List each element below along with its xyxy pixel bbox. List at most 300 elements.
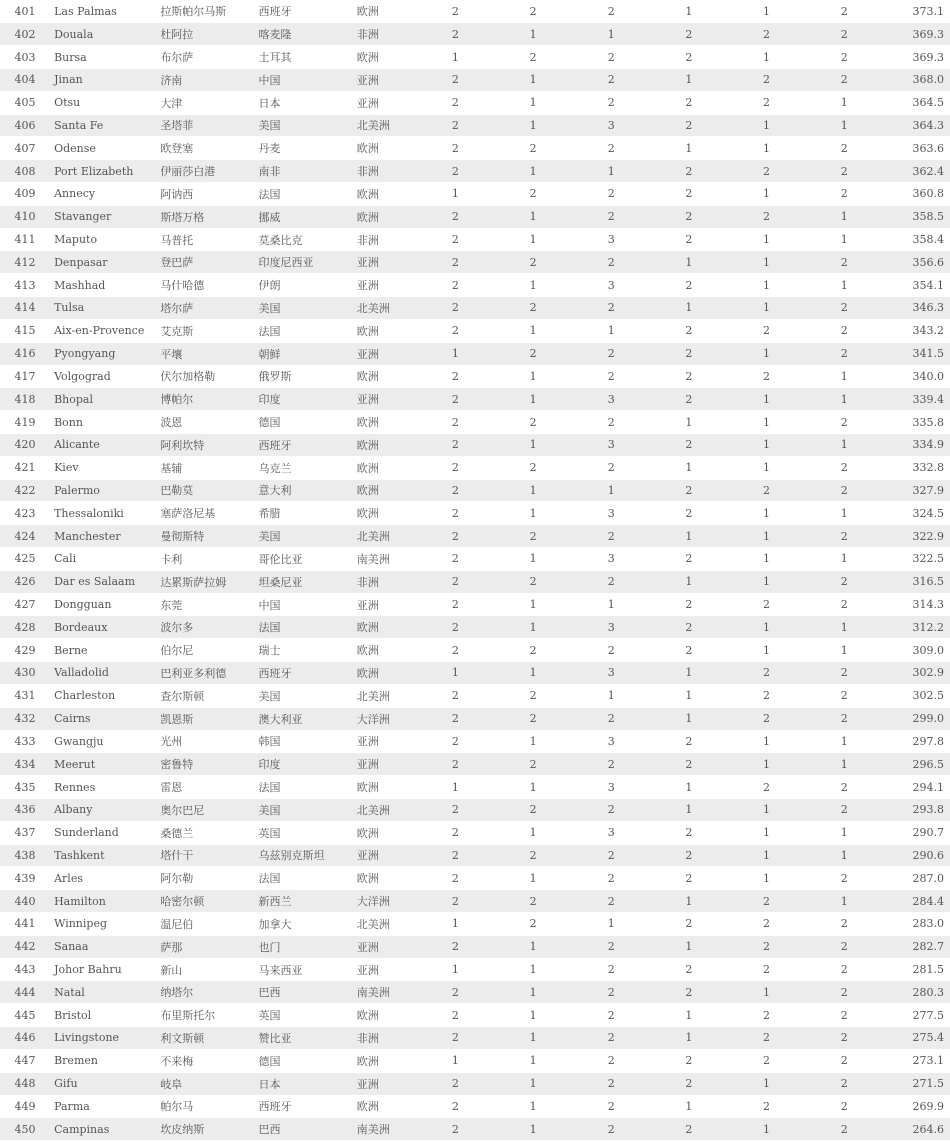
indicator-cell: 1 [727,251,805,274]
city-chinese-name: 哈密尔顿 [158,890,256,913]
city-chinese-name: 伏尔加格勒 [158,365,256,388]
score-cell: 339.4 [883,388,950,411]
indicator-cell: 2 [806,662,883,685]
indicator-cell: 2 [572,753,650,776]
country-cell: 澳大利亚 [257,707,355,730]
score-cell: 369.3 [883,23,950,46]
score-cell: 280.3 [883,981,950,1004]
indicator-cell: 3 [572,388,650,411]
city-english-name: Volgograd [50,365,158,388]
indicator-cell: 2 [417,570,494,593]
indicator-cell: 2 [494,251,572,274]
score-cell: 364.3 [883,114,950,137]
table-row [0,319,950,342]
country-cell: 法国 [257,776,355,799]
rank-cell: 422 [0,479,50,502]
indicator-cell: 2 [494,890,572,913]
rank-cell: 433 [0,730,50,753]
indicator-cell: 2 [806,776,883,799]
indicator-cell: 1 [417,662,494,685]
table-row [0,479,950,502]
country-cell: 中国 [257,68,355,91]
indicator-cell: 3 [572,821,650,844]
indicator-cell: 2 [650,730,727,753]
rank-cell: 436 [0,798,50,821]
table-row [0,1095,950,1118]
score-cell: 369.3 [883,46,950,69]
score-cell: 309.0 [883,639,950,662]
rank-cell: 445 [0,1004,50,1027]
indicator-cell: 1 [650,1095,727,1118]
indicator-cell: 1 [650,684,727,707]
continent-cell: 欧洲 [355,183,417,206]
indicator-cell: 2 [572,365,650,388]
country-cell: 朝鲜 [257,342,355,365]
country-cell: 乌兹别克斯坦 [257,844,355,867]
indicator-cell: 1 [806,114,883,137]
city-chinese-name: 阿尔勒 [158,867,256,890]
indicator-cell: 1 [806,548,883,571]
city-english-name: Berne [50,639,158,662]
table-row [0,730,950,753]
country-cell: 赞比亚 [257,1027,355,1050]
rank-cell: 413 [0,274,50,297]
indicator-cell: 2 [727,1027,805,1050]
score-cell: 297.8 [883,730,950,753]
country-cell: 伊朗 [257,274,355,297]
score-cell: 316.5 [883,570,950,593]
indicator-cell: 1 [494,479,572,502]
score-cell: 322.9 [883,525,950,548]
country-cell: 美国 [257,798,355,821]
indicator-cell: 1 [806,753,883,776]
table-row [0,639,950,662]
continent-cell: 亚洲 [355,935,417,958]
score-cell: 302.5 [883,684,950,707]
country-cell: 坦桑尼亚 [257,570,355,593]
country-cell: 西班牙 [257,1095,355,1118]
rank-cell: 437 [0,821,50,844]
indicator-cell: 1 [572,593,650,616]
indicator-cell: 1 [727,844,805,867]
city-english-name: Jinan [50,68,158,91]
country-cell: 俄罗斯 [257,365,355,388]
indicator-cell: 1 [572,684,650,707]
indicator-cell: 1 [494,981,572,1004]
country-cell: 巴西 [257,1118,355,1141]
indicator-cell: 2 [806,867,883,890]
indicator-cell: 1 [494,593,572,616]
indicator-cell: 2 [650,913,727,936]
city-english-name: Cali [50,548,158,571]
indicator-cell: 2 [806,319,883,342]
indicator-cell: 1 [727,616,805,639]
indicator-cell: 1 [806,91,883,114]
score-cell: 314.3 [883,593,950,616]
rank-cell: 427 [0,593,50,616]
indicator-cell: 1 [494,68,572,91]
continent-cell: 欧洲 [355,867,417,890]
indicator-cell: 2 [494,342,572,365]
country-cell: 印度 [257,388,355,411]
indicator-cell: 2 [727,23,805,46]
indicator-cell: 1 [727,274,805,297]
indicator-cell: 1 [650,798,727,821]
score-cell: 364.5 [883,91,950,114]
indicator-cell: 2 [417,137,494,160]
table-row [0,525,950,548]
indicator-cell: 1 [494,160,572,183]
rank-cell: 412 [0,251,50,274]
continent-cell: 欧洲 [355,456,417,479]
indicator-cell: 2 [494,798,572,821]
continent-cell: 亚洲 [355,753,417,776]
score-cell: 354.1 [883,274,950,297]
table-row [0,160,950,183]
city-english-name: Parma [50,1095,158,1118]
indicator-cell: 1 [417,776,494,799]
score-cell: 269.9 [883,1095,950,1118]
table-row [0,228,950,251]
indicator-cell: 2 [806,68,883,91]
country-cell: 印度 [257,753,355,776]
city-english-name: Meerut [50,753,158,776]
rank-cell: 425 [0,548,50,571]
indicator-cell: 2 [572,137,650,160]
city-chinese-name: 温尼伯 [158,913,256,936]
city-english-name: Bremen [50,1049,158,1072]
indicator-cell: 2 [494,46,572,69]
indicator-cell: 2 [650,91,727,114]
indicator-cell: 2 [572,844,650,867]
continent-cell: 非洲 [355,1027,417,1050]
indicator-cell: 1 [650,935,727,958]
city-chinese-name: 欧登塞 [158,137,256,160]
indicator-cell: 3 [572,502,650,525]
continent-cell: 欧洲 [355,319,417,342]
table-row [0,1027,950,1050]
indicator-cell: 2 [417,525,494,548]
country-cell: 喀麦隆 [257,23,355,46]
city-chinese-name: 博帕尔 [158,388,256,411]
rank-cell: 448 [0,1072,50,1095]
country-cell: 德国 [257,411,355,434]
country-cell: 马来西亚 [257,958,355,981]
rank-cell: 444 [0,981,50,1004]
indicator-cell: 2 [727,91,805,114]
score-cell: 334.9 [883,433,950,456]
indicator-cell: 2 [650,1049,727,1072]
indicator-cell: 2 [727,205,805,228]
city-english-name: Annecy [50,183,158,206]
indicator-cell: 1 [727,297,805,320]
indicator-cell: 2 [494,639,572,662]
indicator-cell: 2 [417,821,494,844]
city-english-name: Aix-en-Provence [50,319,158,342]
city-english-name: Manchester [50,525,158,548]
indicator-cell: 1 [727,1118,805,1141]
continent-cell: 欧洲 [355,662,417,685]
indicator-cell: 2 [572,251,650,274]
indicator-cell: 2 [572,981,650,1004]
country-cell: 挪威 [257,205,355,228]
indicator-cell: 1 [727,183,805,206]
continent-cell: 北美洲 [355,114,417,137]
continent-cell: 欧洲 [355,1095,417,1118]
country-cell: 德国 [257,1049,355,1072]
indicator-cell: 2 [727,319,805,342]
table-row [0,0,950,23]
score-cell: 312.2 [883,616,950,639]
indicator-cell: 2 [806,1072,883,1095]
city-english-name: Douala [50,23,158,46]
country-cell: 巴西 [257,981,355,1004]
indicator-cell: 2 [572,0,650,23]
continent-cell: 亚洲 [355,68,417,91]
score-cell: 356.6 [883,251,950,274]
city-chinese-name: 纳塔尔 [158,981,256,1004]
rank-cell: 447 [0,1049,50,1072]
rank-cell: 401 [0,0,50,23]
rank-cell: 442 [0,935,50,958]
country-cell: 英国 [257,821,355,844]
city-english-name: Dar es Salaam [50,570,158,593]
continent-cell: 大洋洲 [355,707,417,730]
indicator-cell: 1 [650,0,727,23]
indicator-cell: 2 [806,183,883,206]
table-row [0,684,950,707]
table-row [0,570,950,593]
city-chinese-name: 达累斯萨拉姆 [158,570,256,593]
indicator-cell: 2 [650,1118,727,1141]
indicator-cell: 1 [727,137,805,160]
city-english-name: Valladolid [50,662,158,685]
indicator-cell: 2 [727,776,805,799]
indicator-cell: 3 [572,776,650,799]
indicator-cell: 2 [650,433,727,456]
indicator-cell: 2 [806,297,883,320]
indicator-cell: 1 [650,707,727,730]
indicator-cell: 2 [494,753,572,776]
indicator-cell: 1 [417,1049,494,1072]
country-cell: 西班牙 [257,662,355,685]
indicator-cell: 1 [417,342,494,365]
indicator-cell: 1 [650,890,727,913]
indicator-cell: 2 [650,867,727,890]
indicator-cell: 1 [494,319,572,342]
continent-cell: 北美洲 [355,913,417,936]
city-chinese-name: 拉斯帕尔马斯 [158,0,256,23]
indicator-cell: 2 [806,160,883,183]
indicator-cell: 1 [806,639,883,662]
indicator-cell: 2 [417,388,494,411]
score-cell: 362.4 [883,160,950,183]
indicator-cell: 1 [494,1027,572,1050]
country-cell: 法国 [257,616,355,639]
score-cell: 358.5 [883,205,950,228]
indicator-cell: 1 [727,228,805,251]
indicator-cell: 1 [806,890,883,913]
indicator-cell: 2 [650,160,727,183]
city-chinese-name: 阿讷西 [158,183,256,206]
rank-cell: 419 [0,411,50,434]
country-cell: 日本 [257,1072,355,1095]
indicator-cell: 2 [417,114,494,137]
score-cell: 281.5 [883,958,950,981]
indicator-cell: 2 [572,1049,650,1072]
rank-cell: 441 [0,913,50,936]
indicator-cell: 1 [650,137,727,160]
country-cell: 美国 [257,114,355,137]
city-chinese-name: 查尔斯顿 [158,684,256,707]
continent-cell: 欧洲 [355,205,417,228]
city-chinese-name: 利文斯顿 [158,1027,256,1050]
indicator-cell: 2 [417,1118,494,1141]
city-english-name: Thessaloniki [50,502,158,525]
city-chinese-name: 艾克斯 [158,319,256,342]
indicator-cell: 1 [494,867,572,890]
continent-cell: 北美洲 [355,798,417,821]
indicator-cell: 2 [650,639,727,662]
country-cell: 印度尼西亚 [257,251,355,274]
city-chinese-name: 塔什干 [158,844,256,867]
indicator-cell: 1 [806,365,883,388]
indicator-cell: 2 [417,1027,494,1050]
indicator-cell: 1 [494,23,572,46]
indicator-cell: 2 [806,570,883,593]
indicator-cell: 1 [650,456,727,479]
city-english-name: Sanaa [50,935,158,958]
rank-cell: 435 [0,776,50,799]
indicator-cell: 1 [650,68,727,91]
country-cell: 韩国 [257,730,355,753]
rank-cell: 449 [0,1095,50,1118]
indicator-cell: 2 [806,23,883,46]
indicator-cell: 2 [727,684,805,707]
indicator-cell: 1 [650,776,727,799]
city-chinese-name: 萨那 [158,935,256,958]
table-row [0,388,950,411]
indicator-cell: 2 [650,593,727,616]
indicator-cell: 2 [417,730,494,753]
rank-cell: 403 [0,46,50,69]
indicator-cell: 2 [417,411,494,434]
city-english-name: Pyongyang [50,342,158,365]
indicator-cell: 1 [650,525,727,548]
indicator-cell: 2 [572,639,650,662]
table-row [0,342,950,365]
table-row [0,1072,950,1095]
indicator-cell: 1 [494,388,572,411]
indicator-cell: 1 [727,114,805,137]
indicator-cell: 1 [727,867,805,890]
rank-cell: 410 [0,205,50,228]
indicator-cell: 1 [494,1004,572,1027]
rank-cell: 446 [0,1027,50,1050]
indicator-cell: 1 [650,1027,727,1050]
indicator-cell: 2 [417,319,494,342]
city-chinese-name: 新山 [158,958,256,981]
indicator-cell: 2 [806,251,883,274]
score-cell: 322.5 [883,548,950,571]
indicator-cell: 1 [494,91,572,114]
indicator-cell: 2 [494,0,572,23]
indicator-cell: 2 [806,684,883,707]
indicator-cell: 1 [494,548,572,571]
indicator-cell: 2 [494,684,572,707]
table-row [0,913,950,936]
indicator-cell: 2 [572,456,650,479]
score-cell: 283.0 [883,913,950,936]
indicator-cell: 1 [494,1118,572,1141]
city-chinese-name: 布尔萨 [158,46,256,69]
indicator-cell: 2 [417,502,494,525]
indicator-cell: 1 [806,844,883,867]
indicator-cell: 2 [727,479,805,502]
indicator-cell: 1 [806,616,883,639]
city-english-name: Alicante [50,433,158,456]
indicator-cell: 1 [650,411,727,434]
indicator-cell: 2 [650,23,727,46]
indicator-cell: 2 [650,958,727,981]
table-row [0,707,950,730]
indicator-cell: 2 [806,593,883,616]
country-cell: 新西兰 [257,890,355,913]
rank-cell: 439 [0,867,50,890]
indicator-cell: 1 [572,913,650,936]
country-cell: 意大利 [257,479,355,502]
table-row [0,981,950,1004]
indicator-cell: 2 [650,114,727,137]
table-row [0,776,950,799]
indicator-cell: 1 [494,935,572,958]
continent-cell: 欧洲 [355,365,417,388]
rank-cell: 417 [0,365,50,388]
city-chinese-name: 圣塔菲 [158,114,256,137]
indicator-cell: 2 [494,411,572,434]
indicator-cell: 2 [417,251,494,274]
indicator-cell: 1 [494,502,572,525]
score-cell: 299.0 [883,707,950,730]
city-english-name: Gifu [50,1072,158,1095]
indicator-cell: 2 [417,981,494,1004]
country-cell: 丹麦 [257,137,355,160]
indicator-cell: 2 [572,183,650,206]
indicator-cell: 2 [572,1072,650,1095]
indicator-cell: 2 [417,160,494,183]
rank-cell: 407 [0,137,50,160]
table-row [0,616,950,639]
continent-cell: 亚洲 [355,958,417,981]
indicator-cell: 2 [650,388,727,411]
indicator-cell: 2 [650,1072,727,1095]
indicator-cell: 1 [572,479,650,502]
continent-cell: 欧洲 [355,821,417,844]
indicator-cell: 2 [417,616,494,639]
indicator-cell: 2 [417,365,494,388]
country-cell: 土耳其 [257,46,355,69]
rank-cell: 432 [0,707,50,730]
country-cell: 西班牙 [257,0,355,23]
score-cell: 271.5 [883,1072,950,1095]
indicator-cell: 1 [572,319,650,342]
country-cell: 瑞士 [257,639,355,662]
indicator-cell: 1 [494,616,572,639]
rank-cell: 402 [0,23,50,46]
continent-cell: 欧洲 [355,616,417,639]
continent-cell: 欧洲 [355,479,417,502]
indicator-cell: 1 [727,525,805,548]
